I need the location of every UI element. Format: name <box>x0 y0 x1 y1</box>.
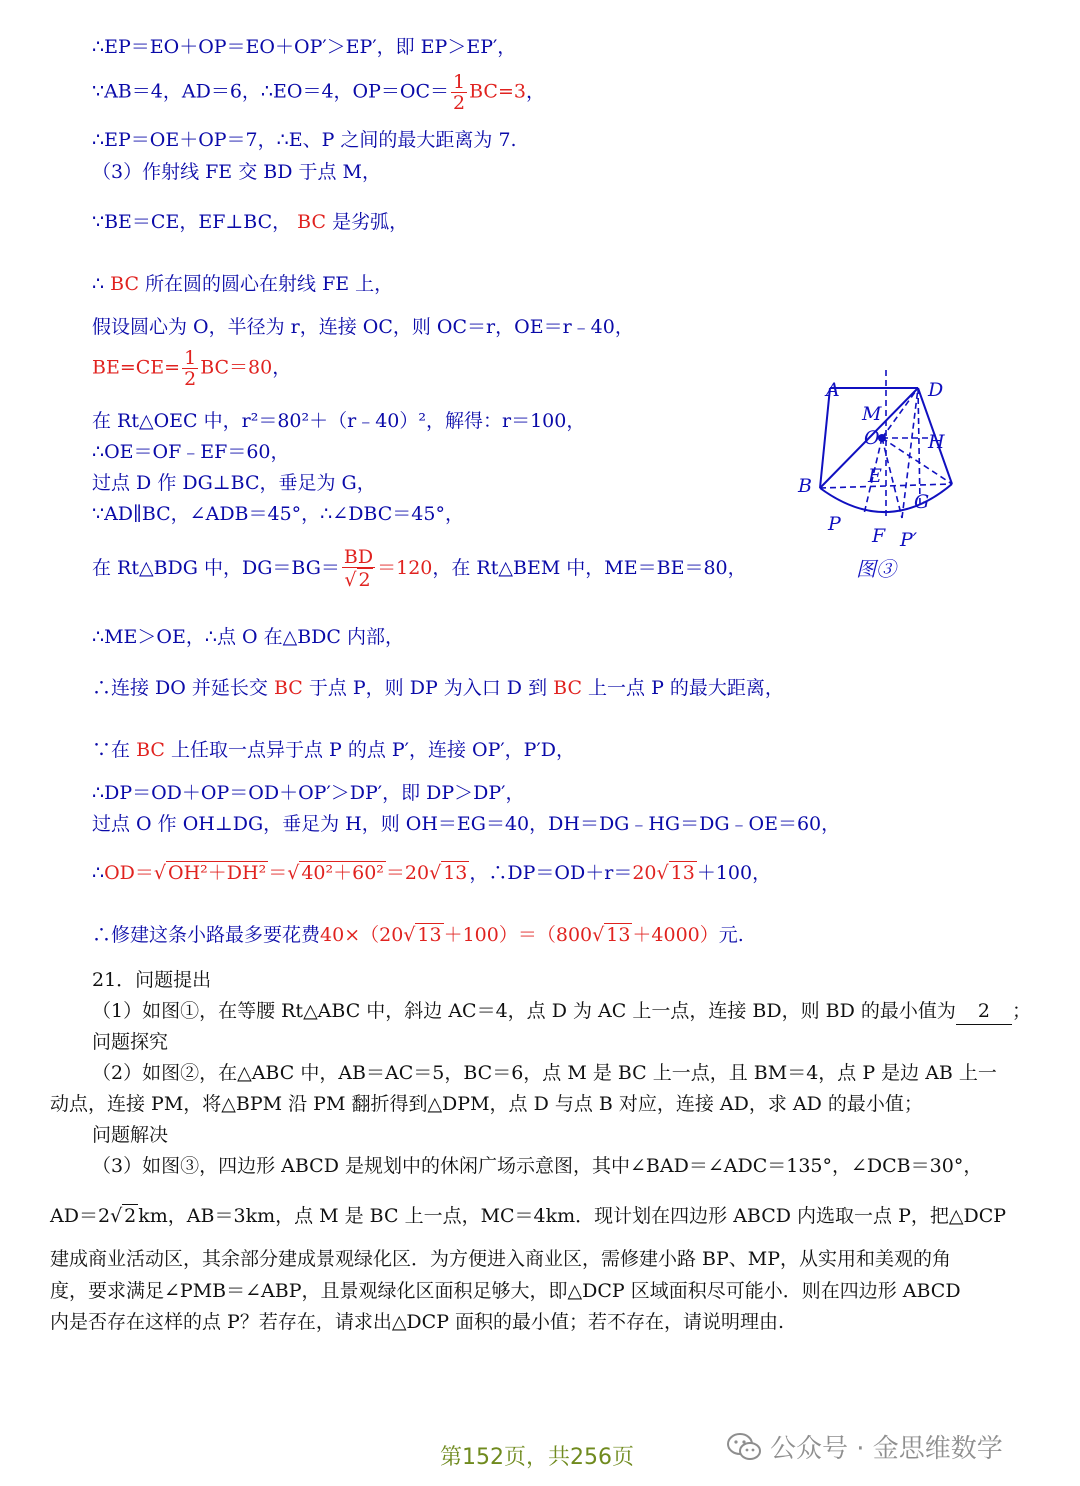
arc-bc: BC <box>136 739 165 761</box>
line-8-red: BE=CE= <box>92 356 181 379</box>
arc-bc: BC <box>553 677 582 699</box>
line-3: ∴EP＝OE＋OP＝7，∴E、P 之间的最大距离为 7. <box>92 129 517 151</box>
problem-part1 <box>92 998 1031 1025</box>
line-5-text: ∵BE＝CE，EF⊥BC， <box>92 211 292 233</box>
arc-bc <box>820 484 952 512</box>
fraction-bd-root2 <box>342 547 375 591</box>
line-8-end: ， <box>272 356 292 379</box>
radicand: 2 <box>358 569 371 591</box>
line-15 <box>92 675 784 701</box>
watermark <box>726 1428 1003 1465</box>
equals: ＝ <box>268 862 288 884</box>
line-13-text: 在 Rt△BDG 中，DG＝BG＝ <box>92 557 340 579</box>
fraction-numerator: BD <box>343 546 374 568</box>
problem-part3-line1: （3）如图③，四边形 ABCD 是规划中的休闲广场示意图，其中∠BAD＝∠ADC＝135°，∠DCB＝30°， <box>92 1155 983 1177</box>
problem-subhead-explore: 问题探究 <box>92 1031 169 1053</box>
edge-ab <box>820 388 830 488</box>
line-12: ∵AD∥BC，∠ADB＝45°，∴∠DBC＝45°， <box>92 503 464 525</box>
line-19-value: 20 <box>632 862 657 884</box>
problem-part1-text: （1）如图①，在等腰 Rt△ABC 中，斜边 AC＝4，点 D 为 AC 上一点，连接 BD，则 BD 的最小值为 <box>92 1000 956 1022</box>
label-a: A <box>826 379 840 401</box>
line-6 <box>92 271 393 297</box>
line-20-text: ∴修建这条小路最多要花费 <box>92 924 321 946</box>
line-8 <box>92 348 291 389</box>
fraction-numerator: 1 <box>184 347 197 369</box>
label-g: G <box>914 491 930 513</box>
line-20 <box>92 922 744 948</box>
label-o: O <box>864 427 880 449</box>
line-13-red: ＝120 <box>377 557 433 579</box>
line-5-end: 是劣弧， <box>332 211 409 233</box>
line-16-end: 上任取一点异于点 P 的点 P′，连接 OP′，P′D， <box>170 739 576 761</box>
line-6-end: 所在圆的圆心在射线 FE 上， <box>145 273 394 295</box>
radicand: OH²＋DH² <box>168 862 267 884</box>
radicand: 13 <box>670 862 695 884</box>
line-19 <box>92 860 771 886</box>
cost-expr-2: ＋100）＝（800 <box>443 924 593 946</box>
problem-part3-line2 <box>50 1203 1006 1229</box>
label-b: B <box>798 475 812 497</box>
radicand: 2 <box>124 1205 137 1227</box>
fraction-numerator: 1 <box>453 71 466 93</box>
label-m: M <box>862 403 882 425</box>
sqrt-icon: √ <box>656 862 669 884</box>
label-p-prime: P′ <box>900 529 918 551</box>
line-2 <box>92 72 545 113</box>
fraction-half <box>182 348 198 389</box>
sqrt-icon: √ <box>344 569 357 591</box>
line-15-text: ∴连接 DO 并延长交 <box>92 677 268 699</box>
radicand: 13 <box>443 862 468 884</box>
radicand: 13 <box>606 924 631 946</box>
line-4: （3）作射线 FE 交 BD 于点 M， <box>92 161 381 183</box>
line-20-end: 元. <box>718 924 744 946</box>
dashed-od <box>882 388 918 438</box>
line-19-end: ＋100， <box>696 862 772 884</box>
problem-part3-line4: 度，要求满足∠PMB＝∠ABP，且景观绿化区面积足够大，即△DCP 区域面积尽可能小．则在四边形 ABCD <box>50 1280 961 1302</box>
page-number: 第152页，共256页 <box>440 1445 634 1470</box>
line-19-mid: ，∴DP＝OD＋r＝ <box>469 862 633 884</box>
sqrt-icon: √ <box>153 862 167 884</box>
ad-coefficient: 2 <box>97 1205 111 1227</box>
line-2-end: ， <box>525 80 545 103</box>
therefore-symbol: ∴ <box>92 273 105 295</box>
cost-expr-3: ＋4000） <box>632 924 719 946</box>
problem-subhead-solve: 问题解决 <box>92 1124 169 1146</box>
problem-part3-line5: 内是否存在这样的点 P？若存在，请求出△DCP 面积的最小值；若不存在，请说明理由. <box>50 1311 785 1333</box>
line-5 <box>92 209 408 235</box>
watermark-text: 公众号 · 金思维数学 <box>770 1434 1003 1464</box>
line-2-text: ∵AB＝4，AD＝6，∴EO＝4，OP＝OC＝ <box>92 80 450 103</box>
fraction-half <box>451 72 467 113</box>
ad-label: AD＝ <box>50 1205 98 1227</box>
label-d: D <box>928 379 944 401</box>
sqrt-icon: √ <box>592 924 605 946</box>
fraction-denominator: 2 <box>184 368 197 390</box>
fraction-denominator: 2 <box>453 92 466 114</box>
dashed-dg <box>918 388 920 504</box>
radicand: 13 <box>417 924 442 946</box>
line-18: 过点 O 作 OH⊥DG，垂足为 H，则 OH＝EG＝40，DH＝DG﹣HG＝DG﹣OE＝60， <box>92 813 841 835</box>
line-16-text: ∵在 <box>92 739 131 761</box>
answer-blank: 2 <box>956 998 1012 1025</box>
arc-bc: BC <box>110 273 139 295</box>
line-19-od: OD＝ <box>104 862 154 884</box>
line-8-red-2: BC＝80 <box>200 356 273 379</box>
line-10: ∴OE＝OF﹣EF＝60， <box>92 441 290 463</box>
problem-part3-line2-rest: km，AB＝3km，点 M 是 BC 上一点，MC＝4km．现计划在四边形 ABCD 内选取一点 P，把△DCP <box>138 1205 1007 1227</box>
equals-value: ＝20 <box>385 862 430 884</box>
line-17: ∴DP＝OD＋OP＝OD＋OP′＞DP′，即 DP＞DP′， <box>92 782 525 804</box>
wechat-icon <box>726 1432 762 1462</box>
line-11: 过点 D 作 DG⊥BC，垂足为 G， <box>92 472 376 494</box>
line-13 <box>92 547 747 591</box>
arc-bc: BC <box>297 211 327 233</box>
problem-part2-line1: （2）如图②，在△ABC 中，AB＝AC＝5，BC＝6，点 M 是 BC 上一点，且 BM＝4，点 P 是边 AB 上一 <box>92 1062 997 1084</box>
sqrt-icon: √ <box>429 862 442 884</box>
line-13-end: ，在 Rt△BEM 中，ME＝BE＝80， <box>432 557 747 579</box>
label-f: F <box>872 525 886 547</box>
therefore-symbol: ∴ <box>92 862 105 884</box>
radicand: 40²＋60² <box>301 862 384 884</box>
sqrt-icon: √ <box>403 924 416 946</box>
label-h: H <box>928 431 945 453</box>
line-2-red: BC=3 <box>469 80 526 103</box>
figure-3 <box>790 370 970 585</box>
line-15-end: 上一点 P 的最大距离， <box>588 677 784 699</box>
problem-part3-line3: 建成商业活动区，其余部分建成景观绿化区．为方便进入商业区，需修建小路 BP、MP，从实用和美观的角 <box>50 1248 952 1270</box>
arc-bc: BC <box>273 677 303 699</box>
figure-caption: 图③ <box>856 557 896 581</box>
sqrt-icon: √ <box>287 862 300 884</box>
sqrt-icon: √ <box>110 1205 123 1227</box>
line-7: 假设圆心为 O，半径为 r，连接 OC，则 OC＝r，OE＝r﹣40， <box>92 316 634 338</box>
cost-expr-1: 40×（20 <box>320 924 404 946</box>
line-1: ∴EP＝EO＋OP＝EO＋OP′＞EP′，即 EP＞EP′， <box>92 36 517 58</box>
label-p: P <box>828 513 841 535</box>
line-14: ∴ME＞OE，∴点 O 在△BDC 内部， <box>92 626 404 648</box>
problem-part1-end: ； <box>1011 1000 1031 1022</box>
label-e: E <box>868 465 882 487</box>
fraction-denominator <box>342 568 375 591</box>
problem-title: 21．问题提出 <box>92 969 212 991</box>
problem-part2-line2: 动点，连接 PM，将△BPM 沿 PM 翻折得到△DPM，点 D 与点 B 对应，连接 AD，求 AD 的最小值； <box>50 1093 923 1115</box>
line-15-mid: 于点 P，则 DP 为入口 D 到 <box>308 677 548 699</box>
line-16 <box>92 737 575 763</box>
line-9: 在 Rt△OEC 中，r²＝80²＋（r﹣40）²，解得：r＝100， <box>92 410 586 432</box>
